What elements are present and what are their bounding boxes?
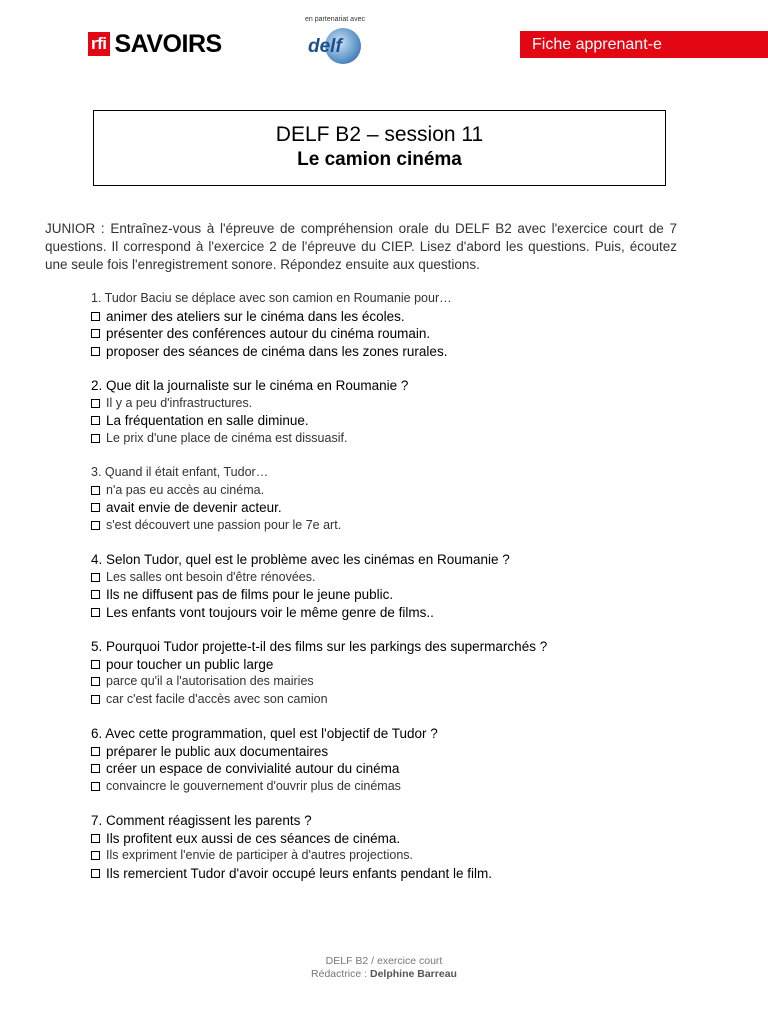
answer-option[interactable]: n'a pas eu accès au cinéma. bbox=[91, 482, 651, 500]
question-list bbox=[91, 290, 651, 899]
question-text: 7. Comment réagissent les parents ? bbox=[91, 813, 312, 828]
answer-option[interactable]: s'est découvert une passion pour le 7e art. bbox=[91, 517, 651, 535]
answer-option[interactable]: parce qu'il a l'autorisation des mairies bbox=[91, 673, 651, 691]
partner-label: en partenariat avec bbox=[305, 16, 365, 23]
session-title: DELF B2 – session 11 bbox=[275, 123, 484, 146]
checkbox-icon[interactable] bbox=[91, 782, 100, 791]
delf-logo-text: delf bbox=[308, 36, 342, 57]
question-1 bbox=[91, 290, 651, 360]
checkbox-icon[interactable] bbox=[91, 486, 100, 495]
title-box bbox=[93, 110, 666, 186]
author-name: Delphine Barreau bbox=[370, 968, 457, 980]
checkbox-icon[interactable] bbox=[91, 695, 100, 704]
brand-name: SAVOIRS bbox=[114, 30, 222, 58]
answer-option[interactable]: Les enfants vont toujours voir le même genre de films.. bbox=[91, 604, 651, 622]
rfi-mark: rfi bbox=[88, 32, 110, 56]
checkbox-icon[interactable] bbox=[91, 347, 100, 356]
answer-option[interactable]: Ils expriment l'envie de participer à d'autres projections. bbox=[91, 847, 651, 865]
checkbox-icon[interactable] bbox=[91, 329, 100, 338]
checkbox-icon[interactable] bbox=[91, 399, 100, 408]
question-5 bbox=[91, 638, 651, 708]
checkbox-icon[interactable] bbox=[91, 590, 100, 599]
checkbox-icon[interactable] bbox=[91, 521, 100, 530]
question-text: 5. Pourquoi Tudor projette-t-il des films sur les parkings des supermarchés ? bbox=[91, 639, 548, 654]
rfi-savoirs-logo bbox=[88, 32, 222, 56]
checkbox-icon[interactable] bbox=[91, 434, 100, 443]
checkbox-icon[interactable] bbox=[91, 312, 100, 321]
checkbox-icon[interactable] bbox=[91, 764, 100, 773]
answer-option[interactable]: convaincre le gouvernement d'ouvrir plus de cinémas bbox=[91, 778, 651, 796]
question-3 bbox=[91, 464, 651, 534]
author-prefix: Rédactrice : bbox=[311, 968, 370, 980]
checkbox-icon[interactable] bbox=[91, 416, 100, 425]
answer-option[interactable]: avait envie de devenir acteur. bbox=[91, 499, 651, 517]
answer-option[interactable]: créer un espace de convivialité autour du cinéma bbox=[91, 760, 651, 778]
checkbox-icon[interactable] bbox=[91, 608, 100, 617]
checkbox-icon[interactable] bbox=[91, 834, 100, 843]
question-6 bbox=[91, 725, 651, 795]
checkbox-icon[interactable] bbox=[91, 660, 100, 669]
answer-option[interactable]: préparer le public aux documentaires bbox=[91, 743, 651, 761]
footer-exercise-label: DELF B2 / exercice court bbox=[325, 955, 443, 967]
answer-option[interactable]: La fréquentation en salle diminue. bbox=[91, 412, 651, 430]
question-text: 3. Quand il était enfant, Tudor… bbox=[91, 465, 269, 479]
answer-option[interactable]: proposer des séances de cinéma dans les zones rurales. bbox=[91, 343, 651, 361]
checkbox-icon[interactable] bbox=[91, 851, 100, 860]
page-footer bbox=[0, 955, 768, 981]
question-7 bbox=[91, 812, 651, 882]
question-text: 1. Tudor Baciu se déplace avec son camion en Roumanie pour… bbox=[91, 291, 452, 305]
question-text: 4. Selon Tudor, quel est le problème avec les cinémas en Roumanie ? bbox=[91, 552, 510, 567]
checkbox-icon[interactable] bbox=[91, 573, 100, 582]
answer-option[interactable]: Ils ne diffusent pas de films pour le jeune public. bbox=[91, 586, 651, 604]
answer-option[interactable]: Les salles ont besoin d'être rénovées. bbox=[91, 569, 651, 587]
checkbox-icon[interactable] bbox=[91, 869, 100, 878]
question-text: 6. Avec cette programmation, quel est l'objectif de Tudor ? bbox=[91, 726, 438, 741]
checkbox-icon[interactable] bbox=[91, 677, 100, 686]
answer-option[interactable]: Le prix d'une place de cinéma est dissuasif. bbox=[91, 430, 651, 448]
answer-option[interactable]: Ils profitent eux aussi de ces séances de cinéma. bbox=[91, 830, 651, 848]
checkbox-icon[interactable] bbox=[91, 503, 100, 512]
learner-sheet-banner: Fiche apprenant-e bbox=[520, 31, 768, 58]
answer-option[interactable]: Il y a peu d'infrastructures. bbox=[91, 395, 651, 413]
delf-logo bbox=[305, 24, 365, 76]
question-2 bbox=[91, 377, 651, 447]
question-4 bbox=[91, 551, 651, 621]
page-header bbox=[0, 0, 768, 100]
answer-option[interactable]: Ils remercient Tudor d'avoir occupé leurs enfants pendant le film. bbox=[91, 865, 651, 883]
answer-option[interactable]: présenter des conférences autour du cinéma roumain. bbox=[91, 325, 651, 343]
footer-author-line bbox=[0, 968, 768, 981]
answer-option[interactable]: pour toucher un public large bbox=[91, 656, 651, 674]
checkbox-icon[interactable] bbox=[91, 747, 100, 756]
answer-option[interactable]: animer des ateliers sur le cinéma dans les écoles. bbox=[91, 308, 651, 326]
answer-option[interactable]: car c'est facile d'accès avec son camion bbox=[91, 691, 651, 709]
lesson-title: Le camion cinéma bbox=[297, 149, 462, 170]
instructions-paragraph: JUNIOR : Entraînez-vous à l'épreuve de compréhension orale du DELF B2 avec l'exercice court de 7 questions. Il correspond à l'exercice 2 de l'épreuve du CIEP. Lisez d'abord les questions. Puis, écoutez une seule fois l'enregistrement sonore. Répondez ensuite aux questions. bbox=[45, 221, 677, 272]
question-text: 2. Que dit la journaliste sur le cinéma en Roumanie ? bbox=[91, 378, 409, 393]
partner-block bbox=[300, 16, 370, 76]
